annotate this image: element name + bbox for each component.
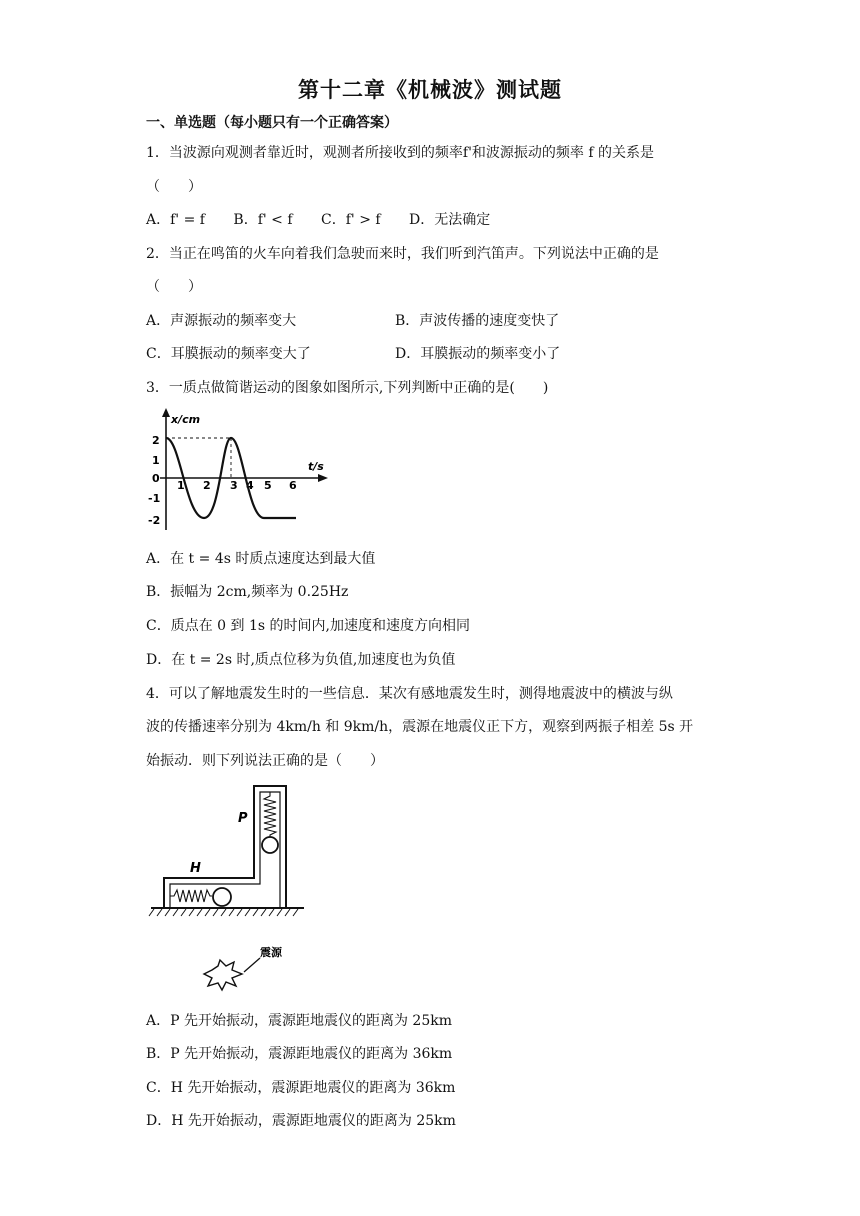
- q4-option-d: D．H 先开始振动，震源距地震仪的距离为 25km: [146, 1113, 456, 1129]
- y-tick-neg2: -2: [148, 514, 161, 527]
- source-pointer: [244, 958, 260, 972]
- q1-stem: 1．当波源向观测者靠近时，观测者所接收到的频率f'和波源振动的频率 f 的关系是: [146, 145, 655, 161]
- label-p: P: [238, 811, 248, 826]
- q2-option-b: B．声波传播的速度变快了: [395, 313, 560, 329]
- epicenter-burst-icon: [204, 960, 242, 990]
- q3-option-b: B．振幅为 2cm,频率为 0.25Hz: [146, 584, 349, 600]
- q4-option-a: A．P 先开始振动，震源距地震仪的距离为 25km: [146, 1013, 453, 1029]
- x-tick-6: 6: [289, 479, 297, 492]
- q4-option-b: B．P 先开始振动，震源距地震仪的距离为 36km: [146, 1046, 453, 1062]
- y-tick-neg1: -1: [148, 492, 161, 505]
- shm-graph: [146, 405, 336, 535]
- y-axis-label: x/cm: [171, 413, 201, 426]
- q4-option-c: C．H 先开始振动，震源距地震仪的距离为 36km: [146, 1080, 456, 1096]
- q4-stem-line-1: 4．可以了解地震发生时的一些信息．某次有感地震发生时，测得地震波中的横波与纵: [146, 686, 673, 702]
- page-title: 第十二章《机械波》测试题: [298, 77, 562, 102]
- x-axis-arrow: [318, 474, 328, 482]
- ground-hatch: [149, 909, 298, 916]
- y-tick-1: 1: [152, 454, 160, 467]
- y-axis-arrow: [162, 408, 170, 417]
- q3-option-d: D．在 t = 2s 时,质点位移为负值,加速度也为负值: [146, 652, 456, 668]
- q3-option-a: A．在 t = 4s 时质点速度达到最大值: [146, 551, 376, 567]
- q3-stem: 3．一质点做简谐运动的图象如图所示,下列判断中正确的是( ): [146, 380, 549, 396]
- spring-p: [264, 792, 276, 837]
- q1-option-b: B．f' < f: [233, 212, 293, 228]
- q2-option-d: D．耳膜振动的频率变小了: [395, 346, 561, 362]
- label-h: H: [190, 861, 201, 876]
- ball-h: [213, 888, 231, 906]
- x-tick-3: 3: [230, 479, 238, 492]
- q1-options: [146, 209, 490, 229]
- seismometer-figure: [146, 780, 316, 1000]
- y-tick-2: 2: [152, 434, 160, 447]
- q1-option-c: C．f' > f: [321, 212, 381, 228]
- q4-stem-line-3: 始振动．则下列说法正确的是（ ）: [146, 753, 384, 769]
- section-heading: 一、单选题（每小题只有一个正确答案）: [146, 115, 398, 131]
- x-tick-1: 1: [177, 479, 185, 492]
- q4-stem-line-2: 波的传播速率分别为 4km/h 和 9km/h，震源在地震仪正下方，观察到两振子相差 5s 开: [146, 719, 694, 735]
- q2-option-a: A．声源振动的频率变大: [146, 313, 297, 329]
- q2-paren: （ ）: [146, 279, 202, 295]
- x-tick-4: 4: [246, 479, 254, 492]
- q1-option-a: A．f' = f: [146, 212, 205, 228]
- q2-stem: 2．当正在鸣笛的火车向着我们急驶而来时，我们听到汽笛声。下列说法中正确的是: [146, 246, 659, 262]
- q1-paren: （ ）: [146, 179, 202, 195]
- x-axis-label: t/s: [308, 460, 324, 473]
- x-tick-5: 5: [264, 479, 272, 492]
- q2-option-c: C．耳膜振动的频率变大了: [146, 346, 311, 362]
- q1-option-d: D．无法确定: [409, 212, 491, 228]
- spring-h: [170, 890, 212, 902]
- label-source: 震源: [260, 946, 282, 959]
- ball-p: [262, 837, 278, 853]
- y-tick-0: 0: [152, 472, 160, 485]
- x-tick-2: 2: [203, 479, 211, 492]
- q3-option-c: C．质点在 0 到 1s 的时间内,加速度和速度方向相同: [146, 618, 470, 634]
